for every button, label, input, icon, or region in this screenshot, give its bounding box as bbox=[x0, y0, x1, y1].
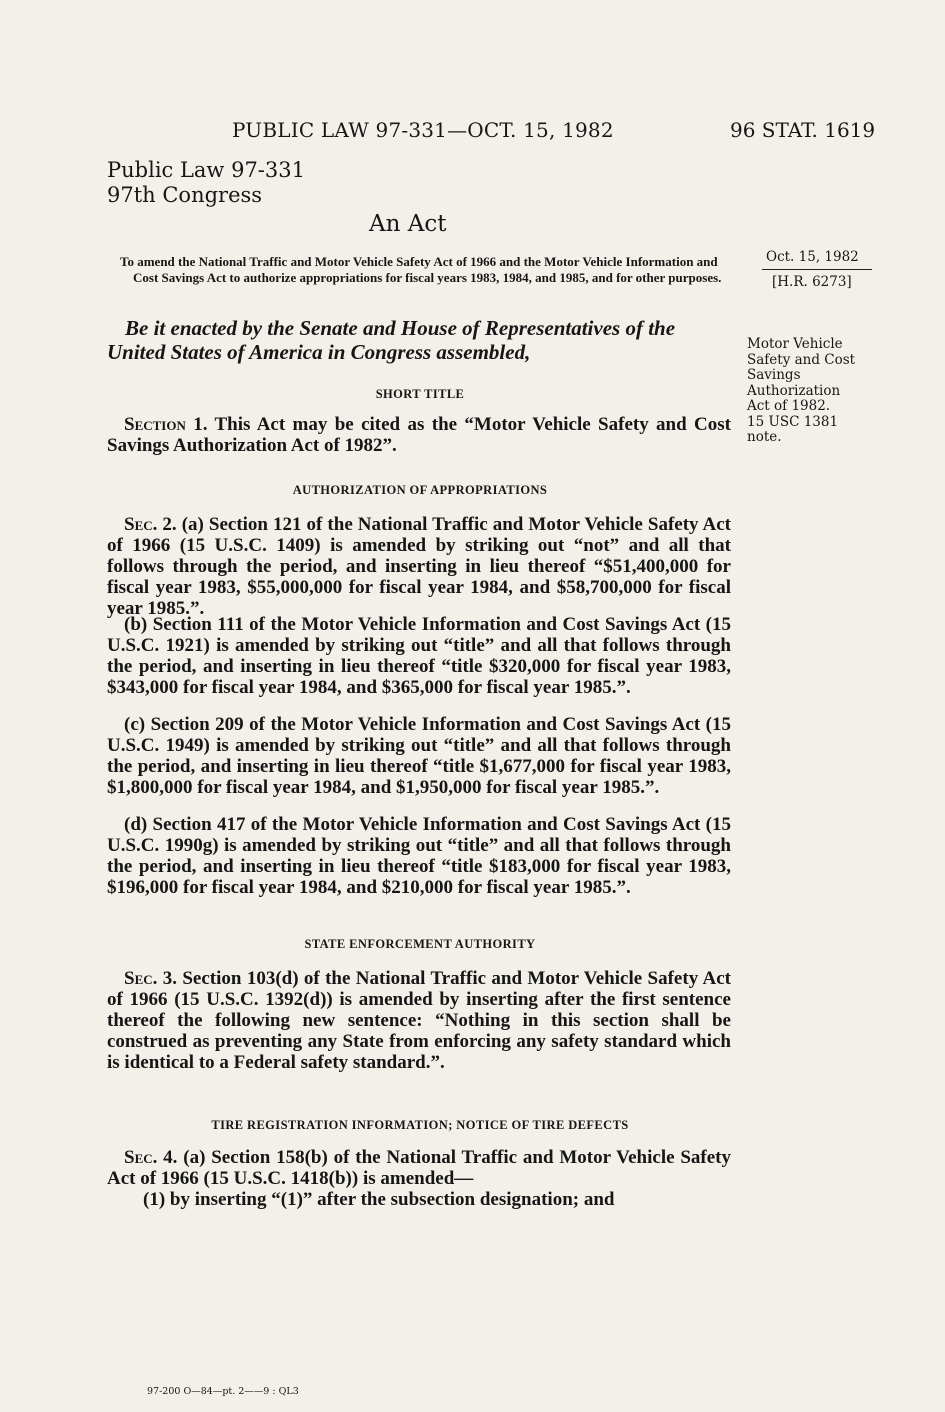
section-1-label: Section 1. bbox=[124, 414, 208, 435]
long-title: To amend the National Traffic and Motor Vehicle Safety Act of 1966 and the Motor Vehicle Information and Cost Savings Act to authorize appropriations for fiscal years 1983, 1984, and 1985, and for other purposes. bbox=[120, 254, 722, 285]
congress-number: 97th Congress bbox=[107, 183, 263, 207]
act-heading: An Act bbox=[369, 211, 447, 237]
margin-note bbox=[747, 337, 877, 446]
section-1-text: This Act may be cited as the “Motor Vehicle Safety and Cost Savings Authorization Act of 1982”. bbox=[107, 414, 731, 456]
enactment-date: Oct. 15, 1982 bbox=[762, 247, 872, 270]
section-3-text: Section 103(d) of the National Traffic and Motor Vehicle Safety Act of 1966 (15 U.S.C. 1392(d)) is amended by inserting after the first sentence thereof the following new sentence: “Nothing in this section shall be construed as preventing any State from enforcing any safety standard which is identical to a Federal safety standard.”. bbox=[107, 968, 731, 1073]
enacting-clause: Be it enacted by the Senate and House of Representatives of the United States of America in Congress assembled, bbox=[107, 316, 676, 364]
section-2-label: Sec. 2. bbox=[124, 514, 177, 535]
margin-note-line: Savings bbox=[747, 367, 801, 383]
section-2c: (c) Section 209 of the Motor Vehicle Information and Cost Savings Act (15 U.S.C. 1949) is amended by striking out “title” and all that follows through the period, and inserting in lieu thereof “title $1,677,000 for fiscal year 1983, $1,800,000 for fiscal year 1984, and $1,950,000 for fiscal year 1985.”. bbox=[107, 714, 731, 798]
bill-number: [H.R. 6273] bbox=[772, 274, 852, 290]
heading-state-enforcement: STATE ENFORCEMENT AUTHORITY bbox=[304, 937, 536, 951]
section-3 bbox=[107, 968, 731, 1073]
law-identifier bbox=[107, 158, 305, 208]
section-4-label: Sec. 4. bbox=[124, 1147, 178, 1168]
margin-date-block bbox=[762, 247, 872, 292]
running-head: PUBLIC LAW 97-331—OCT. 15, 1982 bbox=[232, 118, 614, 142]
section-2b: (b) Section 111 of the Motor Vehicle Information and Cost Savings Act (15 U.S.C. 1921) is amended by striking out “title” and all that follows through the period, and inserting in lieu thereof “title $320,000 for fiscal year 1983, $343,000 for fiscal year 1984, and $365,000 for fiscal year 1985.”. bbox=[107, 614, 731, 698]
section-4a-text: (a) Section 158(b) of the National Traffic and Motor Vehicle Safety Act of 1966 (15 U.S.C. 1418(b)) is amended— bbox=[107, 1147, 731, 1189]
stat-citation: 96 STAT. 1619 bbox=[730, 118, 876, 142]
section-2d: (d) Section 417 of the Motor Vehicle Information and Cost Savings Act (15 U.S.C. 1990g) is amended by striking out “title” and all that follows through the period, and inserting in lieu thereof “title $183,000 for fiscal year 1983, $196,000 for fiscal year 1984, and $210,000 for fiscal year 1985.”. bbox=[107, 814, 731, 898]
section-1 bbox=[107, 414, 731, 456]
section-4a-1: (1) by inserting “(1)” after the subsection designation; and bbox=[143, 1189, 615, 1210]
margin-note-line: Authorization bbox=[747, 382, 841, 399]
margin-note-line: note. bbox=[747, 429, 782, 445]
section-2a bbox=[107, 514, 731, 619]
margin-note-line: Act of 1982. bbox=[747, 398, 831, 414]
section-3-label: Sec. 3. bbox=[124, 968, 177, 989]
section-4a bbox=[107, 1147, 731, 1189]
public-law-number: Public Law 97-331 bbox=[107, 158, 305, 182]
margin-note-line: Motor Vehicle bbox=[747, 336, 843, 352]
heading-tire-registration: TIRE REGISTRATION INFORMATION; NOTICE OF TIRE DEFECTS bbox=[211, 1118, 629, 1132]
printer-imprint: 97-200 O—84—pt. 2——9 : QL3 bbox=[147, 1386, 299, 1397]
heading-appropriations: AUTHORIZATION OF APPROPRIATIONS bbox=[292, 483, 548, 497]
section-2a-text: (a) Section 121 of the National Traffic and Motor Vehicle Safety Act of 1966 (15 U.S.C. 1409) is amended by striking out “not” and all that follows through the period, and inserting in lieu thereof “$51,400,000 for fiscal year 1983, $55,000,000 for fiscal year 1984, and $58,700,000 for fiscal year 1985.”. bbox=[107, 514, 731, 619]
heading-short-title: SHORT TITLE bbox=[375, 387, 465, 401]
margin-note-line: Safety and Cost bbox=[747, 351, 856, 368]
margin-note-line: 15 USC 1381 bbox=[747, 413, 839, 430]
